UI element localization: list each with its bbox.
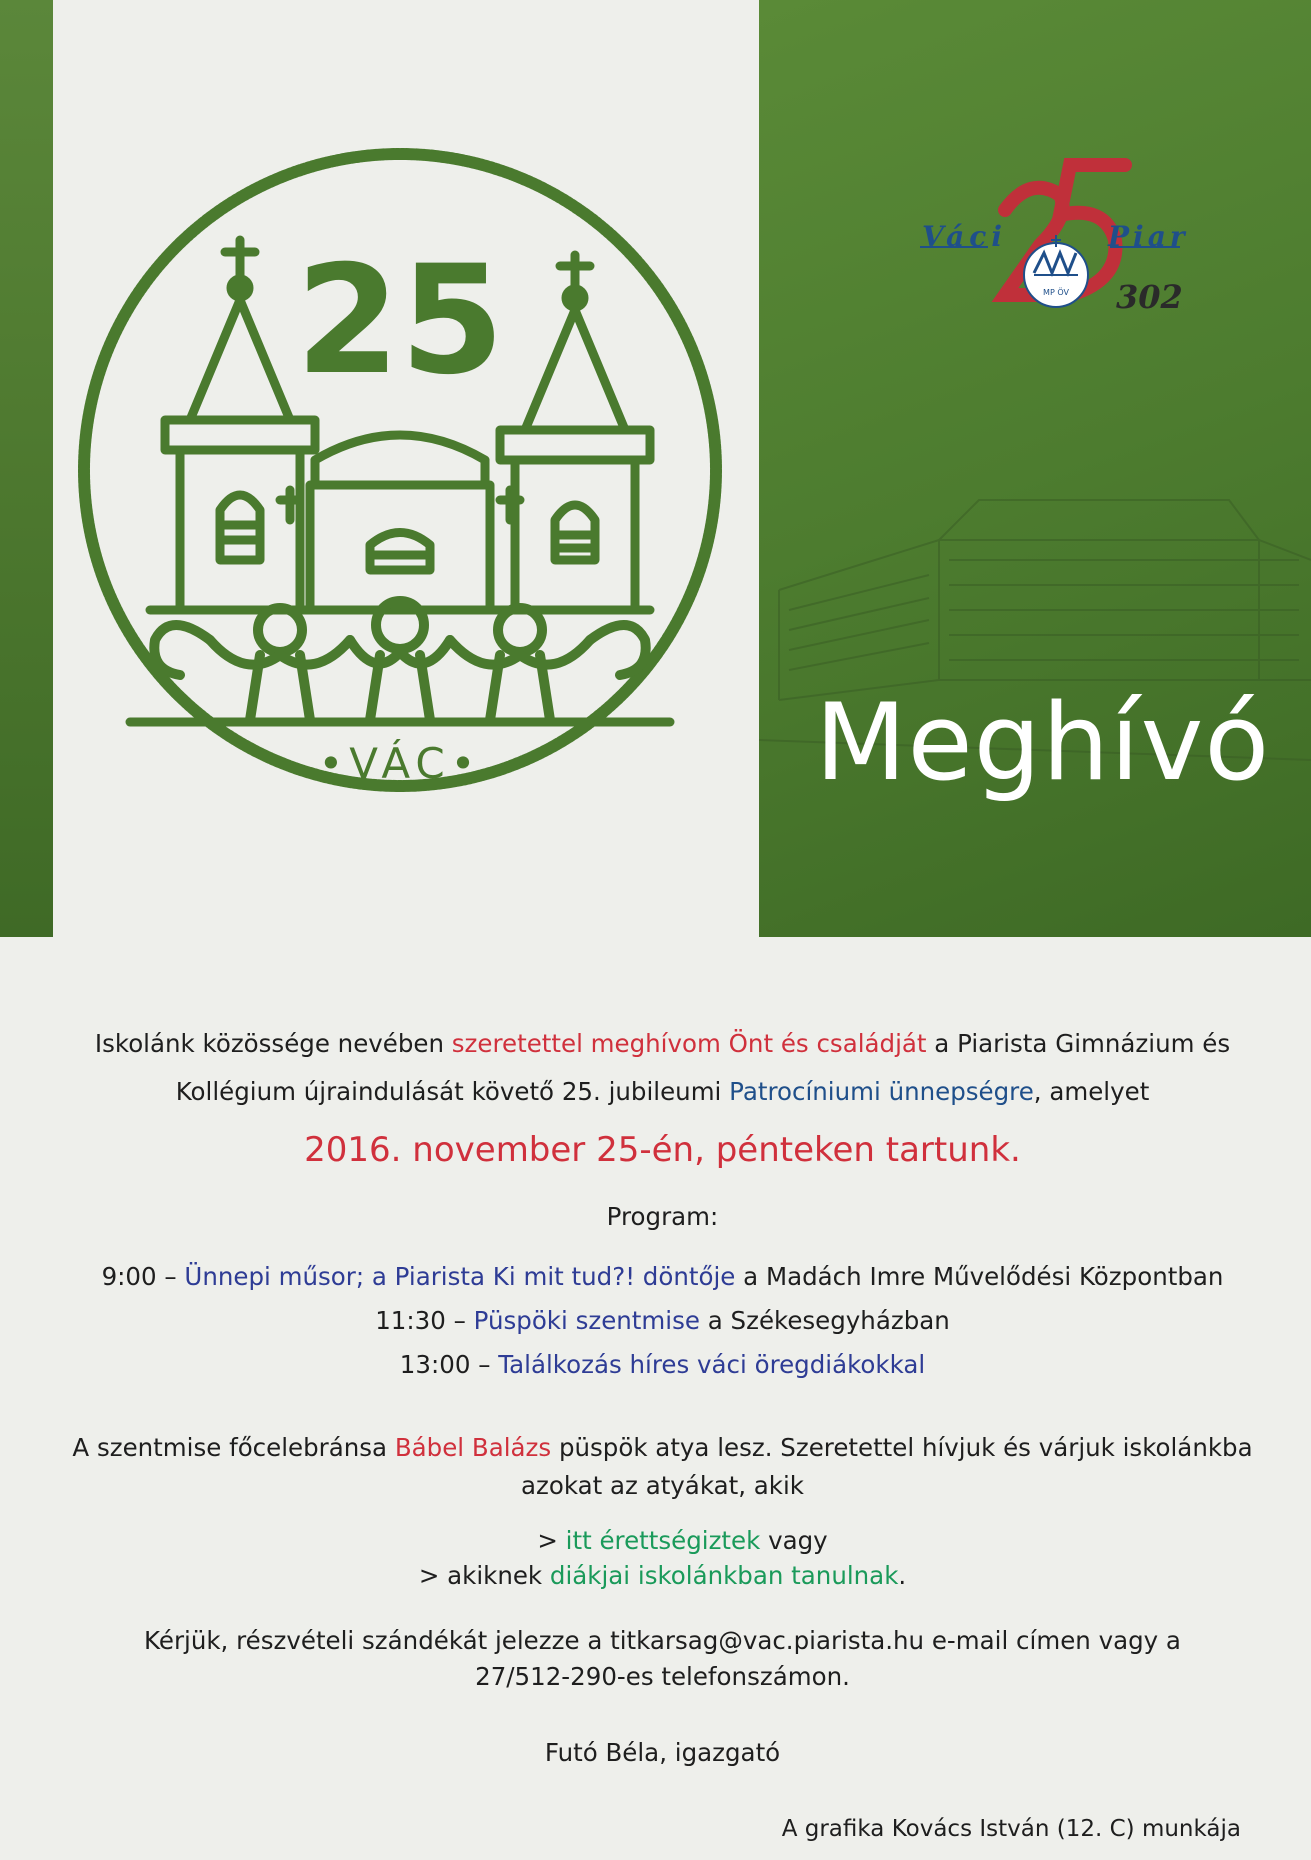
invitation-title: Meghívó <box>815 681 1271 804</box>
intro-line-2: Kollégium újraindulását követő 25. jubileumi Patrocíniumi ünnepségre, amelyet <box>175 1077 1150 1106</box>
schedule-item: 13:00 – Találkozás híres váci öregdiákokkal <box>399 1349 926 1379</box>
intro-line-1: Iskolánk közössége nevében szeretettel meghívom Önt és családját a Piarista Gimnázium és <box>94 1029 1231 1058</box>
logo-word-left: Váci <box>922 220 1007 253</box>
intro-highlight: szeretettel meghívom Önt és családját <box>451 1029 927 1058</box>
contact-line: Kérjük, részvételi szándékát jelezze a titkarsag@vac.piarista.hu e-mail címen vagy a <box>144 1625 1181 1655</box>
logo-number: 302 <box>1116 278 1183 316</box>
schedule-list <box>40 1255 1285 1387</box>
signature: Futó Béla, igazgató <box>544 1737 781 1767</box>
schedule-item: 9:00 – Ünnepi műsor; a Piarista Ki mit tud?! döntője a Madách Imre Művelődési Központban <box>101 1261 1224 1291</box>
list-item: > akiknek diákjai iskolánkban tanulnak. <box>418 1560 907 1590</box>
list-item: > itt érettségiztek vagy <box>537 1525 828 1555</box>
invitation-body <box>40 1020 1285 1777</box>
mass-paragraph: A szentmise főcelebránsa Bábel Balázs püspök atya lesz. Szeretettel hívjuk és várjuk iskolánkba azokat az atyákat, akik <box>72 1432 1253 1500</box>
jubilee-emblem <box>70 140 730 800</box>
emblem-number: 25 <box>295 234 505 408</box>
logo-word-right: Piar <box>1108 220 1189 253</box>
event-name: Patrocíniumi ünnepségre <box>729 1077 1034 1106</box>
contact-paragraph <box>40 1623 1285 1695</box>
graphics-credit: A grafika Kovács István (12. C) munkája <box>781 1816 1241 1842</box>
contact-line: 27/512-290-es telefonszámon. <box>475 1661 850 1691</box>
invitee-list <box>40 1523 1285 1593</box>
celebrant-name: Bábel Balázs <box>394 1432 552 1462</box>
event-date: 2016. november 25-én, pénteken tartunk. <box>304 1130 1021 1170</box>
schedule-item: 11:30 – Püspöki szentmise a Székesegyházban <box>375 1305 950 1335</box>
left-green-strip <box>0 0 53 937</box>
logo-badge-text: MP ÖV <box>1043 288 1069 297</box>
program-label: Program: <box>606 1201 719 1231</box>
emblem-place: •VÁC• <box>318 739 482 788</box>
